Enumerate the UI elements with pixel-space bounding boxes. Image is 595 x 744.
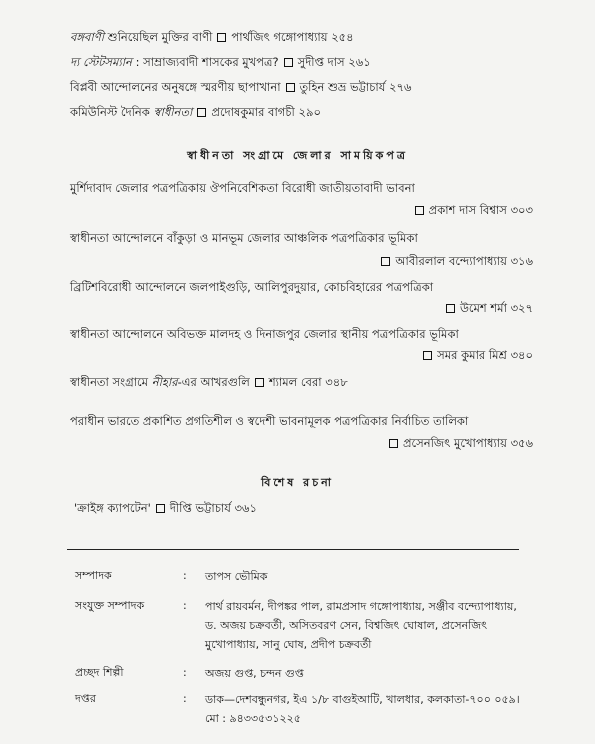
toc-entry-page: ৩১৬ <box>510 254 533 268</box>
bullet-box-icon <box>217 33 226 42</box>
toc-entry-title: কমিউনিস্ট দৈনিক <box>70 105 154 119</box>
colon: : <box>183 692 187 705</box>
toc-entry-title: মুর্শিদাবাদ জেলার পত্রপত্রিকায় ঔপনিবেশিকতা বিরোধী জাতীয়তাবাদী ভাবনা <box>70 181 415 195</box>
toc-entry-title-italic: বঙ্গবাণী <box>70 30 105 44</box>
toc-entry <box>74 500 257 516</box>
toc-entry <box>70 79 411 95</box>
toc-entry-title: : সাম্রাজ্যবাদী শাসকের মুখপত্র? <box>131 55 279 69</box>
toc-entry <box>70 104 321 120</box>
toc-entry-title: 'ক্রাইঙ্গ ক্যাপটেন' <box>74 501 151 515</box>
toc-entry-title: স্বাধীনতা সংগ্রামে <box>70 375 152 389</box>
office-address: ডাক—দেশবন্ধুনগর, ইএ ১/৮ বাগুইআটি, খালধার, কলকাতা-৭০০ ০৫৯। মো : ৯৪৩৩৫৩১২২৫ <box>205 693 520 725</box>
toc-entry-page: ৩০৩ <box>510 203 533 217</box>
toc-entry-byline <box>441 300 533 316</box>
toc-entry-author: সুদীপ্ত দাস <box>297 55 345 69</box>
cover-artist-names: অজয় গুপ্ত, চন্দন গুপ্ত <box>205 667 304 680</box>
toc-entry-author: প্রদোষকুমার বাগচী <box>211 105 295 119</box>
section-heading: বিশেষ রচনা <box>261 476 334 489</box>
toc-entry-author: প্রকাশ দাস বিশ্বাস <box>428 203 507 217</box>
toc-entry-title: ব্রিটিশবিরোধী আন্দোলনে জলপাইগুড়ি, আলিপুরদুয়ার, কোচবিহারের পত্রপত্রিকা <box>70 280 434 294</box>
section-heading: স্বাধীনতা সংগ্রামে জেলার সাময়িকপত্র <box>187 149 408 162</box>
toc-entry-byline <box>384 435 533 451</box>
toc-entry-title: বিপ্লবী আন্দোলনের অনুষঙ্গে স্মরণীয় ছাপাখানা <box>70 80 281 94</box>
toc-entry-byline <box>418 347 533 363</box>
toc-entry-page: ৩৫৬ <box>510 436 533 450</box>
colon: : <box>183 666 187 679</box>
toc-entry <box>70 54 371 70</box>
toc-entry-author: শ্যামল বেরা <box>268 375 322 389</box>
bullet-box-icon <box>286 83 295 92</box>
toc-entry-page: ৩৬১ <box>234 501 257 515</box>
toc-entry-byline <box>376 253 533 269</box>
toc-entry-page: ২৯০ <box>298 105 321 119</box>
toc-entry-title: স্বাধীনতা আন্দোলনে অবিভক্ত মালদহ ও দিনাজপুর জেলার স্থানীয় পত্রপত্রিকার ভূমিকা <box>70 327 459 341</box>
toc-entry-title-italic: দ্য স্টেটসম্যান <box>70 55 132 69</box>
toc-entry-author: আবীরলাল বন্দ্যোপাধ্যায় <box>395 254 507 268</box>
joint-editor-names: পার্থ রায়বর্মন, দীপঙ্কর পাল, রামপ্রসাদ গঙ্গোপাধ্যায়, সঞ্জীব বন্দ্যোপাধ্যায়, ড. অজয় চক্রবর্তী, অসিতবরণ সেন, বিশ্বজিৎ ঘোষাল, প্রসেনজিৎ মুখোপাধ্যায়, সানু ঘোষ, প্রদীপ চক্রবর্তী <box>205 600 517 651</box>
colon: : <box>183 599 187 612</box>
toc-entry-title-italic: স্বাধীনতা <box>153 105 193 119</box>
bullet-box-icon <box>284 58 293 67</box>
office-label: দপ্তর <box>75 692 96 705</box>
bullet-box-icon <box>415 206 424 215</box>
bullet-box-icon <box>389 439 398 448</box>
editor-name: তাপস ভৌমিক <box>205 570 268 583</box>
toc-entry-page: ৩৪০ <box>510 348 533 362</box>
toc-entry-title: পরাধীন ভারতে প্রকাশিত প্রগতিশীল ও স্বদেশী ভাবনামূলক পত্রপত্রিকার নির্বাচিত তালিকা <box>70 414 469 428</box>
toc-entry-title-suffix: -এর আখরগুলি <box>177 375 250 389</box>
divider <box>67 549 519 550</box>
toc-entry-author: প্রসেনজিৎ মুখোপাধ্যায় <box>402 436 507 450</box>
bullet-box-icon <box>255 378 264 387</box>
toc-entry-page: ২৭৬ <box>389 80 412 94</box>
toc-entry <box>70 29 354 45</box>
editor-label: সম্পাদক <box>75 569 112 582</box>
toc-entry-title: স্বাধীনতা আন্দোলনে বাঁকুড়া ও মানভূম জেলার আঞ্চলিক পত্রপত্রিকার ভূমিকা <box>70 231 418 245</box>
toc-entry-title-italic: নীহার <box>151 375 178 389</box>
toc-entry-title: শুনিয়েছিল মুক্তির বাণী <box>104 30 213 44</box>
bullet-box-icon <box>446 304 455 313</box>
bullet-box-icon <box>197 108 206 117</box>
toc-entry-page: ৩৪৮ <box>325 375 348 389</box>
toc-entry-author: পার্থজিৎ গঙ্গোপাধ্যায় <box>231 30 328 44</box>
toc-entry-author: সমর কুমার মিশ্র <box>437 348 507 362</box>
colon: : <box>183 569 187 582</box>
toc-entry-author: তুহিন শুভ্র ভট্টাচার্য <box>299 80 386 94</box>
bullet-box-icon <box>156 504 165 513</box>
toc-entry-byline <box>410 202 533 218</box>
bullet-box-icon <box>423 351 432 360</box>
toc-entry-author: দীপ্তি ভট্টাচার্য <box>169 501 231 515</box>
toc-entry <box>70 374 348 390</box>
toc-entry-page: ২৫৪ <box>331 30 354 44</box>
bullet-box-icon <box>381 257 390 266</box>
joint-editor-label: সংযুক্ত সম্পাদক <box>75 599 145 612</box>
toc-entry-page: ৩২৭ <box>510 301 533 315</box>
toc-entry-page: ২৬১ <box>348 55 371 69</box>
cover-artist-label: প্রচ্ছদ শিল্পী <box>75 666 124 679</box>
toc-entry-author: উমেশ শর্মা <box>459 301 507 315</box>
